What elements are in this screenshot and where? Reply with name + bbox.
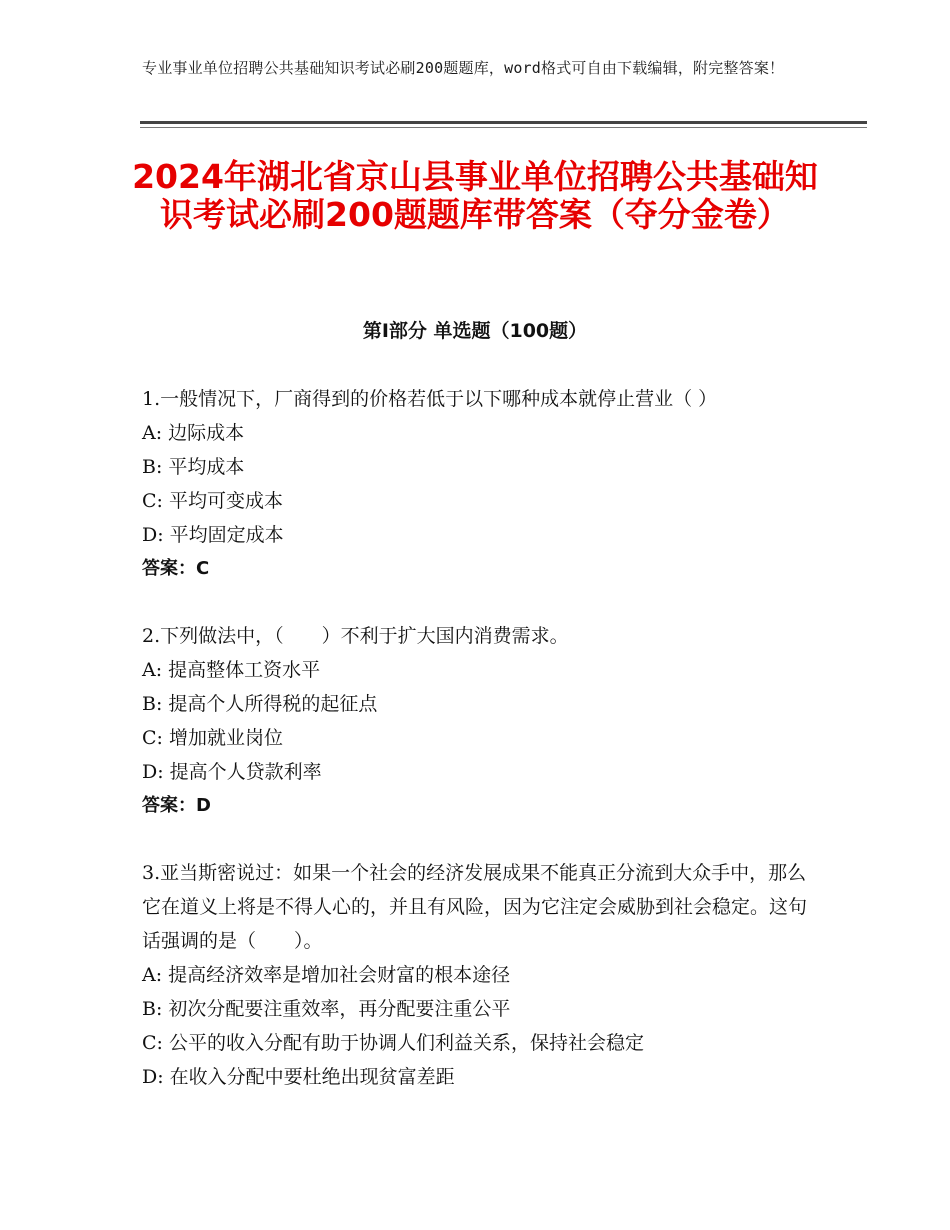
option-d: D: 提高个人贷款利率	[142, 761, 322, 783]
option-b: B: 平均成本	[142, 456, 245, 478]
answer: 答案：C	[142, 558, 210, 579]
header-note: 专业事业单位招聘公共基础知识考试必刷200题题库，word格式可自由下载编辑，附完整答案！	[142, 59, 785, 77]
option-b: B: 提高个人所得税的起征点	[142, 693, 378, 715]
question-list	[142, 382, 814, 1127]
header-rule-thin	[140, 127, 867, 128]
option-a: A: 提高整体工资水平	[142, 659, 321, 681]
option-a: A: 边际成本	[142, 422, 245, 444]
question-1	[142, 382, 814, 586]
option-c: C: 公平的收入分配有助于协调人们利益关系，保持社会稳定	[142, 1032, 644, 1054]
question-3	[142, 856, 814, 1094]
answer: 答案：D	[142, 795, 211, 816]
document-title: 2024年湖北省京山县事业单位招聘公共基础知识考试必刷200题题库带答案（夺分金卷）	[132, 157, 818, 234]
option-c: C: 平均可变成本	[142, 490, 283, 512]
option-b: B: 初次分配要注重效率，再分配要注重公平	[142, 998, 511, 1020]
option-c: C: 增加就业岗位	[142, 727, 283, 749]
question-text: 2.下列做法中，（ ）不利于扩大国内消费需求。	[142, 625, 569, 647]
option-a: A: 提高经济效率是增加社会财富的根本途径	[142, 964, 511, 986]
section-title: 第Ⅰ部分 单选题（100题）	[362, 320, 588, 342]
option-d: D: 在收入分配中要杜绝出现贫富差距	[142, 1066, 455, 1088]
question-2	[142, 619, 814, 823]
option-d: D: 平均固定成本	[142, 524, 284, 546]
header-rule-thick	[140, 121, 867, 124]
question-text: 3.亚当斯密说过：如果一个社会的经济发展成果不能真正分流到大众手中，那么它在道义上将是不得人心的，并且有风险，因为它注定会威胁到社会稳定。这句话强调的是（ ）。	[142, 862, 808, 952]
question-text: 1.一般情况下，厂商得到的价格若低于以下哪种成本就停止营业（ ）	[142, 388, 718, 410]
